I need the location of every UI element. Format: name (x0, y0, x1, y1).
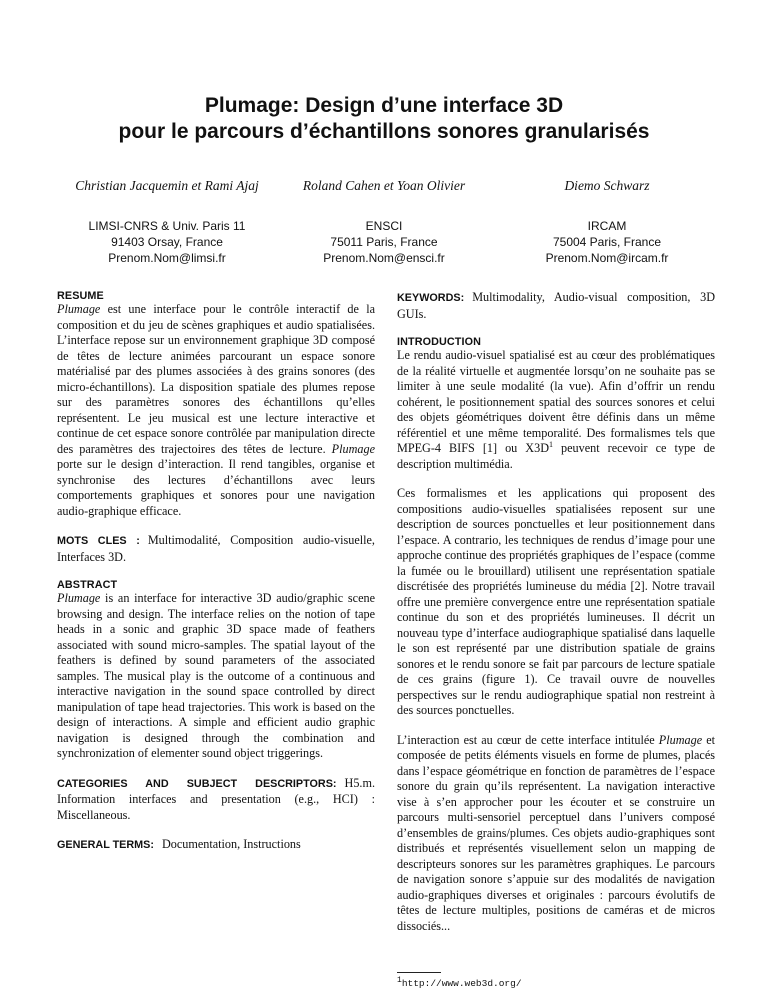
text-run: L’interaction est au cœur de cette interface intitulée (397, 732, 659, 747)
text-run: Multimodality, Audio-visual composition, 3D GUIs. (397, 290, 715, 321)
abstract-section (57, 579, 375, 762)
footnote (397, 975, 522, 989)
keywords-text (397, 290, 715, 322)
text-run: Documentation, Instructions (161, 837, 301, 851)
affiliation (269, 218, 499, 266)
emphasis: Plumage (658, 732, 703, 747)
text-run: est une interface pour le contrôle interactif de la composition et du jeu de scènes graphiques et audio spatialisées. L’interface repose sur un environnement graphique 3D composé de têtes de lecture animées parcourant un espace sonore matérialisé par des plumes associées à des grains sonores (des micro-échantillons). La disposition spatiale des plumes repose sur des paramètres sonores des échantillons qu’elles représentent. Le jeu musical est une lecture interactive et continue de cet espace sonore contrôlée par manipulation directe des paramètres des trajectoires des têtes de lecture. (57, 302, 375, 456)
keywords-section (397, 290, 715, 322)
author-name: Diemo Schwarz (564, 178, 650, 193)
author-name: Roland Cahen et Yoan Olivier (302, 178, 466, 193)
title-line-1: Plumage: Design d’une interface 3D (204, 94, 564, 117)
affiliation-line: 91403 Orsay, France (111, 235, 223, 249)
left-column (57, 290, 375, 868)
author-group-ensci (269, 178, 499, 266)
affiliation-line: IRCAM (587, 219, 627, 233)
text-run: Multimodalité, Composition audio-visuelle, Interfaces 3D. (57, 533, 375, 564)
emphasis: Plumage (57, 302, 101, 316)
affiliation-line: ENSCI (365, 219, 403, 233)
section-heading: ABSTRACT (57, 579, 118, 591)
author-name: Christian Jacquemin et Rami Ajaj (75, 178, 259, 193)
affiliation (492, 218, 722, 266)
emphasis: Plumage (57, 591, 101, 605)
section-heading: CATEGORIES AND SUBJECT DESCRIPTORS: (57, 777, 337, 790)
right-column (397, 290, 715, 948)
footnote-url[interactable]: http://www.web3d.org/ (401, 978, 522, 989)
abstract-text (57, 591, 375, 762)
affiliation-line: 75004 Paris, France (552, 235, 662, 249)
mots-cles-section (57, 533, 375, 565)
categories-text (57, 776, 375, 824)
text-run: porte sur le design d’interaction. Il rend tangibles, organise et synchronise des lectures d’échantillons avec leurs comportements graphiques et sonores pour une navigation audio-graphique efficace. (57, 457, 375, 518)
general-terms-text (57, 837, 375, 854)
affiliation-line: 75011 Paris, France (330, 235, 438, 249)
emphasis: Plumage (331, 441, 375, 456)
section-heading: RESUME (57, 290, 104, 302)
text-run: H5.m. Information interfaces and presentation (e.g., HCI) : Miscellaneous. (57, 775, 375, 822)
paper-title (0, 93, 768, 145)
section-heading: GENERAL TERMS: (57, 839, 154, 851)
footnote-marker: 1 (549, 439, 553, 449)
footnote-rule (397, 972, 441, 973)
intro-paragraph-3-block (397, 733, 715, 935)
text-run: peuvent recevoir ce type de description multimédia. (397, 441, 715, 471)
mots-cles-text (57, 533, 375, 565)
title-line-2: pour le parcours d’échantillons sonores granularisés (118, 120, 650, 143)
author-email: Prenom.Nom@ensci.fr (323, 251, 445, 265)
affiliation (52, 218, 282, 266)
author-email: Prenom.Nom@limsi.fr (108, 251, 226, 265)
section-heading: KEYWORDS: (397, 292, 465, 304)
resume-section (57, 290, 375, 519)
intro-paragraph-2: Ces formalismes et les applications qui proposent des compositions audio-visuelles spatialisées reposent sur une description de sources ponctuelles et leur positionnement dans l’espace. A contrario, les techniques de rendus d’image pour une approche continue des propriétés graphiques de l’espace (comme la fumée ou le brouillard) utilisent une représentation spatiale discrétisée des propriétés lumineuse du média [2]. Notre travail offre une première convergence entre une représentation spatiale continue du son et des propriétés lumineuses. Il décrit un nouveau type d’interface audiographique spatialisé dans laquelle le son est représenté par une distribution spatiale de grains sonores et le rendu sonore se fait par parcours de lecture spatiale de ces grains (figure 1). Ce travail ouvre de nouvelles perspectives sur le rendu audiographique spatial non restreint à des sources ponctuelles. (397, 486, 715, 717)
text-run: Le rendu audio-visuel spatialisé est au cœur des problématiques de la réalité virtuelle et augmentée lorsqu’on ne souhaite pas se limiter à une seule modalité (la vue). Afin d’offrir un rendu cohérent, le positionnement spatial des sources sonores et celui des objets géométriques doivent être définis dans un même référentiel et une même temporalité. Des formalismes tels que MPEG-4 BIFS [1] ou X3D (397, 348, 715, 455)
text-run: is an interface for interactive 3D audio/graphic scene browsing and design. The interface relies on the notion of tape heads in a sonic and graphic 3D space made of feathers associated with sound micro-samples. The spatial layout of the feathers is defined by sound parameters of the associated samples. The musical play is the outcome of a continuous and interactive navigation in the sound space controlled by direct manipulation of tape head trajectories. This work is based on the design of interactions. A simple and efficient audio graphic navigation is designed through the combination and synchronization of elementer sound object triggerings. (57, 591, 375, 760)
author-group-limsi (52, 178, 282, 266)
categories-section (57, 776, 375, 824)
author-group-ircam (492, 178, 722, 266)
resume-text (57, 302, 375, 519)
introduction-section (397, 336, 715, 472)
intro-paragraph-1 (397, 348, 715, 472)
general-terms-section (57, 837, 375, 854)
footnote-number: 1 (397, 975, 402, 985)
intro-paragraph-3 (397, 733, 715, 935)
text-run: et composée de petits éléments visuels en forme de plumes, placés dans l’espace géométrique en fonction de paramètres de l’espace sonore du grain qu’ils représentent. La navigation interactive vise à s’en approcher pour les écouter et se construire un parcours multi-sensoriel perceptuel dans l’univers composé d’ensembles de grains/plumes. Ces objets audio-graphiques sont distribués et représentés visuellement selon un mapping de descripteurs sonores sur les paramètres graphiques. Le parcours de navigation sonore s’appuie sur des modalités de navigation audio-graphiques diverses et originales : parcours évolutifs de têtes de lecture multiples, positions de caméras et de micros dissociés... (397, 732, 716, 933)
section-heading: MOTS CLES : (57, 535, 140, 547)
intro-paragraph-2-block (397, 486, 715, 719)
affiliation-line: LIMSI-CNRS & Univ. Paris 11 (88, 219, 246, 233)
author-email: Prenom.Nom@ircam.fr (545, 251, 669, 265)
section-heading: INTRODUCTION (397, 336, 481, 348)
